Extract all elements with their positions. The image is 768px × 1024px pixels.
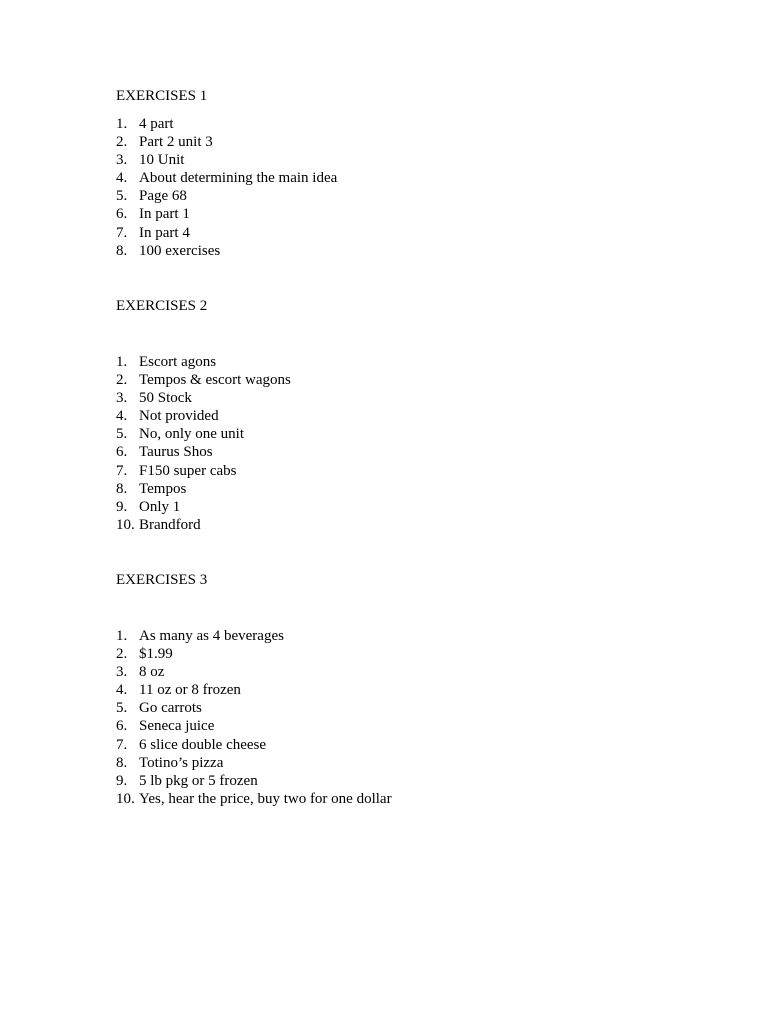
list-item [116,224,716,242]
item-number: 5. [116,700,128,717]
item-number: 3. [116,390,128,407]
item-number: 3. [116,152,128,169]
list-item [116,407,716,425]
list-item [116,187,716,205]
list-item [116,790,716,808]
list-item [116,480,716,498]
section-title: EXERCISES 3 [116,572,208,588]
item-text: Go carrots [139,700,202,717]
item-number: 8. [116,480,128,497]
item-text: 100 exercises [139,242,221,259]
item-text: In part 1 [139,206,190,223]
list-item [116,754,716,772]
answer-list [116,627,716,808]
item-text: F150 super cabs [139,462,237,479]
item-number: 4. [116,408,128,425]
item-number: 5. [116,188,128,205]
item-text: Brandford [139,516,201,533]
item-text: Not provided [139,408,219,425]
item-text: Tempos [139,480,187,497]
item-text: 50 Stock [139,390,192,407]
item-text: 8 oz [139,664,165,681]
item-number: 9. [116,498,128,515]
item-text: Page 68 [139,188,187,205]
item-number: 10. [116,516,135,533]
list-item [116,353,716,371]
list-item [116,462,716,480]
answer-list [116,115,716,260]
list-item [116,371,716,389]
item-text: 4 part [139,116,174,132]
list-item [116,645,716,663]
list-item [116,627,716,645]
list-item [116,205,716,223]
item-text: Only 1 [139,498,181,515]
item-number: 1. [116,628,128,644]
item-number: 3. [116,664,128,681]
item-text: Yes, hear the price, buy two for one dollar [139,790,392,807]
item-number: 8. [116,754,128,771]
item-number: 8. [116,242,128,259]
item-text: No, only one unit [139,426,244,443]
list-item [116,389,716,407]
item-number: 7. [116,462,128,479]
item-text: Part 2 unit 3 [139,134,213,151]
item-number: 7. [116,736,128,753]
item-number: 6. [116,206,128,223]
list-item [116,443,716,461]
item-number: 6. [116,444,128,461]
item-text: Escort agons [139,354,217,370]
item-number: 1. [116,354,128,370]
item-text: Tempos & escort wagons [139,372,291,389]
item-number: 2. [116,134,128,151]
list-item [116,772,716,790]
item-text: Taurus Shos [139,444,213,461]
exercise-section-1 [116,87,716,260]
list-item [116,133,716,151]
item-text: Seneca juice [139,718,215,735]
item-text: 5 lb pkg or 5 frozen [139,772,258,789]
list-item [116,736,716,754]
item-number: 2. [116,646,128,663]
list-item [116,115,716,133]
list-item [116,699,716,717]
list-item [116,242,716,260]
answer-list [116,353,716,534]
item-number: 10. [116,790,135,807]
item-text: 6 slice double cheese [139,736,267,753]
item-number: 1. [116,116,128,132]
list-item [116,169,716,187]
item-number: 7. [116,224,128,241]
item-number: 5. [116,426,128,443]
item-number: 4. [116,170,128,187]
list-item [116,498,716,516]
exercise-section-2 [116,297,716,534]
section-title: EXERCISES 2 [116,298,208,314]
list-item [116,681,716,699]
section-title: EXERCISES 1 [116,88,208,104]
list-item [116,663,716,681]
list-item [116,717,716,735]
item-text: 10 Unit [139,152,185,169]
exercise-section-3 [116,571,716,808]
item-number: 4. [116,682,128,699]
list-item [116,151,716,169]
item-text: Totino’s pizza [139,754,224,771]
item-number: 9. [116,772,128,789]
list-item [116,516,716,534]
item-number: 6. [116,718,128,735]
list-item [116,425,716,443]
item-text: 11 oz or 8 frozen [139,682,241,699]
item-text: About determining the main idea [139,170,338,187]
item-text: As many as 4 beverages [139,628,284,644]
item-text: In part 4 [139,224,190,241]
item-number: 2. [116,372,128,389]
item-text: $1.99 [139,646,173,663]
